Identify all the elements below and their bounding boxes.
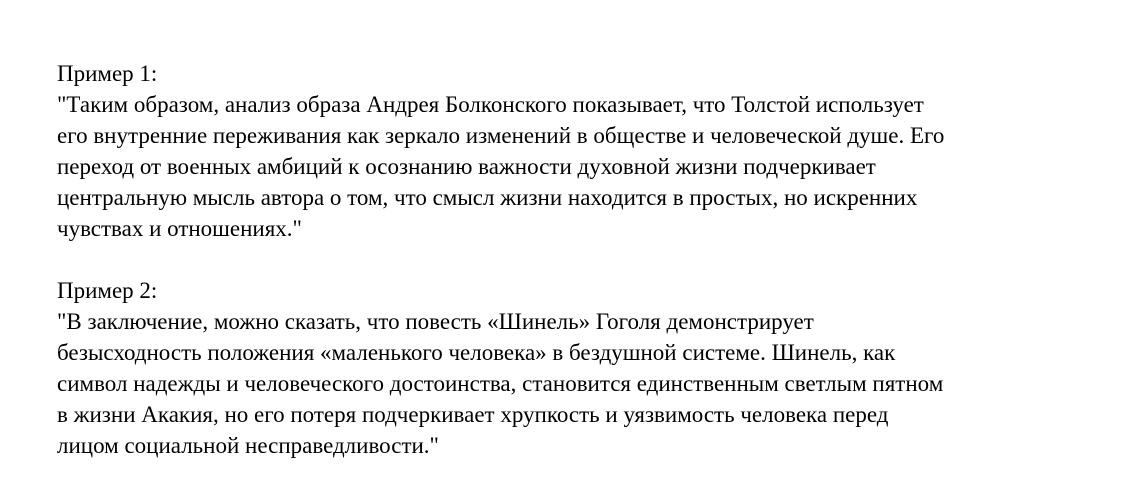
example-1 <box>57 58 1117 244</box>
example-2-line-2: безысходность положения «маленького человека» в бездушной системе. Шинель, как <box>57 340 896 365</box>
example-1-line-4: центральную мысль автора о том, что смысл жизни находится в простых, но искренних <box>57 185 918 210</box>
example-1-heading: Пример 1: <box>57 61 158 86</box>
example-1-line-5: чувствах и отношениях." <box>57 216 302 241</box>
example-1-line-2: его внутренние переживания как зеркало изменений в обществе и человеческой душе. Его <box>57 123 945 148</box>
example-2-text <box>57 306 1117 461</box>
example-2 <box>57 275 1117 461</box>
example-2-heading: Пример 2: <box>57 278 158 303</box>
example-1-line-3: переход от военных амбиций к осознанию важности духовной жизни подчеркивает <box>57 154 876 179</box>
example-2-line-1: "В заключение, можно сказать, что повесть «Шинель» Гоголя демонстрирует <box>57 309 814 334</box>
example-2-line-4: в жизни Акакия, но его потеря подчеркивает хрупкость и уязвимость человека перед <box>57 402 889 427</box>
document-page <box>57 58 1117 461</box>
example-1-text <box>57 89 1117 244</box>
example-1-line-1: "Таким образом, анализ образа Андрея Болконского показывает, что Толстой использует <box>57 92 924 117</box>
example-2-line-3: символ надежды и человеческого достоинства, становится единственным светлым пятном <box>57 371 944 396</box>
example-2-line-5: лицом социальной несправедливости." <box>57 433 439 458</box>
